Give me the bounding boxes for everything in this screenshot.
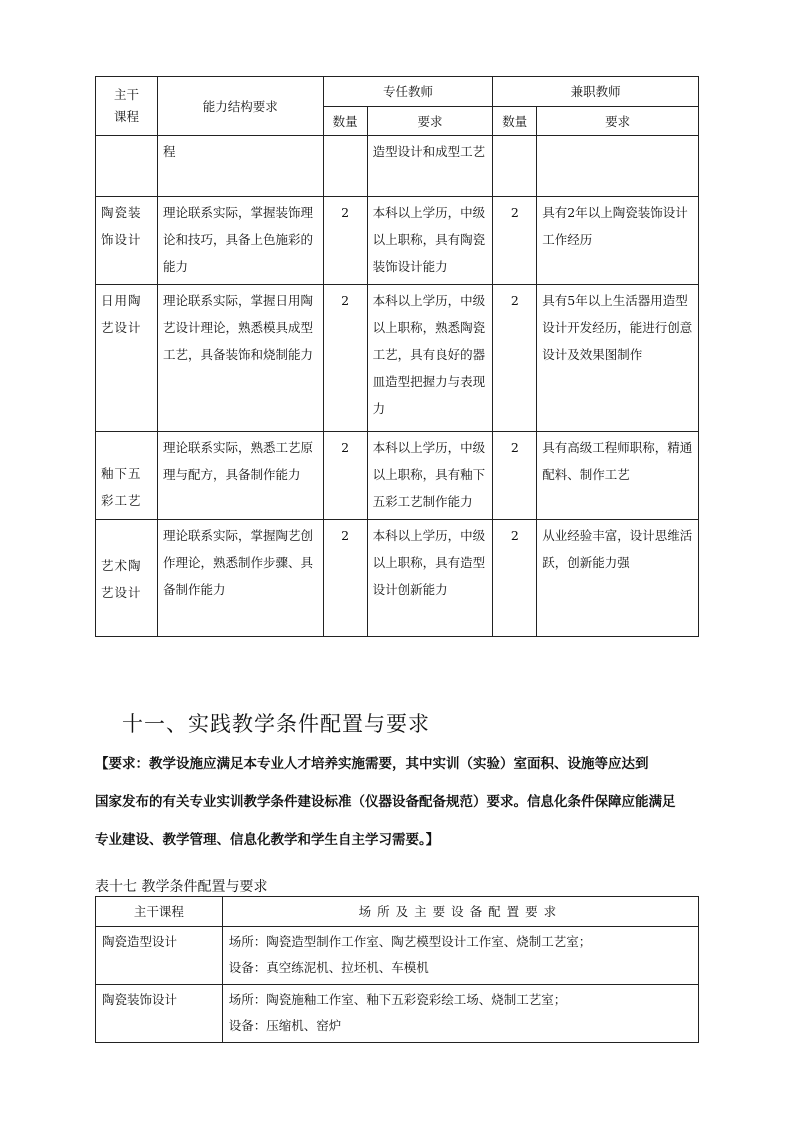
table-row: [96, 520, 699, 637]
equipment-text: 设备：压缩机、窑炉: [228, 1018, 342, 1033]
cell-config: [222, 927, 698, 985]
header-fulltime: 专任教师: [323, 77, 493, 107]
header-course: 主干课程: [96, 897, 223, 927]
table-row: [96, 285, 699, 432]
cell-course: 日用陶艺设计: [96, 285, 158, 432]
cell-course: [96, 136, 158, 197]
cell-pt-req: 具有高级工程师职称，精通配料、制作工艺: [537, 432, 699, 520]
section-heading: 十一、实践教学条件配置与要求: [122, 712, 430, 736]
table-row: [96, 197, 699, 285]
cell-course: 釉下五彩工艺: [96, 432, 158, 520]
cell-pt-qty: 2: [493, 520, 537, 637]
header-pt-req: 要求: [537, 107, 699, 136]
cell-pt-req: 具有5年以上生活器用造型设计开发经历，能进行创意设计及效果图制作: [537, 285, 699, 432]
cell-ability: 理论联系实际，掌握陶艺创作理论，熟悉制作步骤、具备制作能力: [157, 520, 323, 637]
cell-ft-qty: 2: [323, 520, 367, 637]
cell-ft-qty: 2: [323, 432, 367, 520]
cell-ft-req: 本科以上学历，中级以上职称，具有釉下五彩工艺制作能力: [367, 432, 493, 520]
cell-config: [222, 985, 698, 1043]
header-parttime: 兼职教师: [493, 77, 699, 107]
cell-ability: 理论联系实际，掌握装饰理论和技巧，具备上色施彩的能力: [157, 197, 323, 285]
cell-pt-qty: 2: [493, 432, 537, 520]
table-row: [96, 927, 699, 985]
cell-pt-req: [537, 136, 699, 197]
cell-ability: 程: [157, 136, 323, 197]
venue-text: 场所：陶瓷造型制作工作室、陶艺模型设计工作室、烧制工艺室；: [228, 934, 592, 949]
header-ft-qty: 数量: [323, 107, 367, 136]
cell-course: 陶瓷造型设计: [96, 927, 223, 985]
cell-pt-qty: [493, 136, 537, 197]
cell-ft-qty: 2: [323, 285, 367, 432]
cell-course: 艺术陶艺设计: [96, 520, 158, 637]
header-pt-qty: 数量: [493, 107, 537, 136]
cell-course: 陶瓷装饰设计: [96, 985, 223, 1043]
requirement-line: 【要求：教学设施应满足本专业人才培养实施需要，其中实训（实验）室面积、设施等应达到: [95, 756, 649, 772]
cell-pt-req: 具有2年以上陶瓷装饰设计工作经历: [537, 197, 699, 285]
header-config: 场所及主要设备配置要求: [222, 897, 698, 927]
requirement-line: 专业建设、教学管理、信息化教学和学生自主学习需要。】: [95, 832, 440, 848]
cell-ft-req: 本科以上学历，中级以上职称，具有陶瓷装饰设计能力: [367, 197, 493, 285]
cell-course: 陶瓷装饰设计: [96, 197, 158, 285]
cell-ft-qty: [323, 136, 367, 197]
header-ft-req: 要求: [367, 107, 493, 136]
venue-text: 场所：陶瓷施釉工作室、釉下五彩瓷彩绘工场、烧制工艺室；: [228, 992, 567, 1007]
equipment-text: 设备：真空练泥机、拉坯机、车模机: [228, 960, 429, 975]
table-row: [96, 432, 699, 520]
cell-ft-req: 本科以上学历，中级以上职称，具有造型设计创新能力: [367, 520, 493, 637]
cell-ability: 理论联系实际，熟悉工艺原理与配方，具备制作能力: [157, 432, 323, 520]
cell-ability: 理论联系实际，掌握日用陶艺设计理论，熟悉模具成型工艺，具备装饰和烧制能力: [157, 285, 323, 432]
cell-ft-req: 造型设计和成型工艺: [367, 136, 493, 197]
header-ability: 能力结构要求: [157, 77, 323, 136]
teaching-conditions-table: [95, 896, 699, 1043]
cell-pt-qty: 2: [493, 197, 537, 285]
header-course: 主干课程: [96, 77, 158, 136]
requirement-line: 国家发布的有关专业实训教学条件建设标准（仪器设备配备规范）要求。信息化条件保障应能满足: [95, 794, 676, 810]
table-row: [96, 136, 699, 197]
table-row: [96, 985, 699, 1043]
cell-ft-req: 本科以上学历，中级以上职称，熟悉陶瓷工艺，具有良好的器皿造型把握力与表现力: [367, 285, 493, 432]
cell-pt-req: 从业经验丰富，设计思维活跃，创新能力强: [537, 520, 699, 637]
cell-ft-qty: 2: [323, 197, 367, 285]
table-caption: 表十七 教学条件配置与要求: [95, 879, 268, 895]
cell-pt-qty: 2: [493, 285, 537, 432]
teacher-requirements-table: [95, 76, 699, 637]
